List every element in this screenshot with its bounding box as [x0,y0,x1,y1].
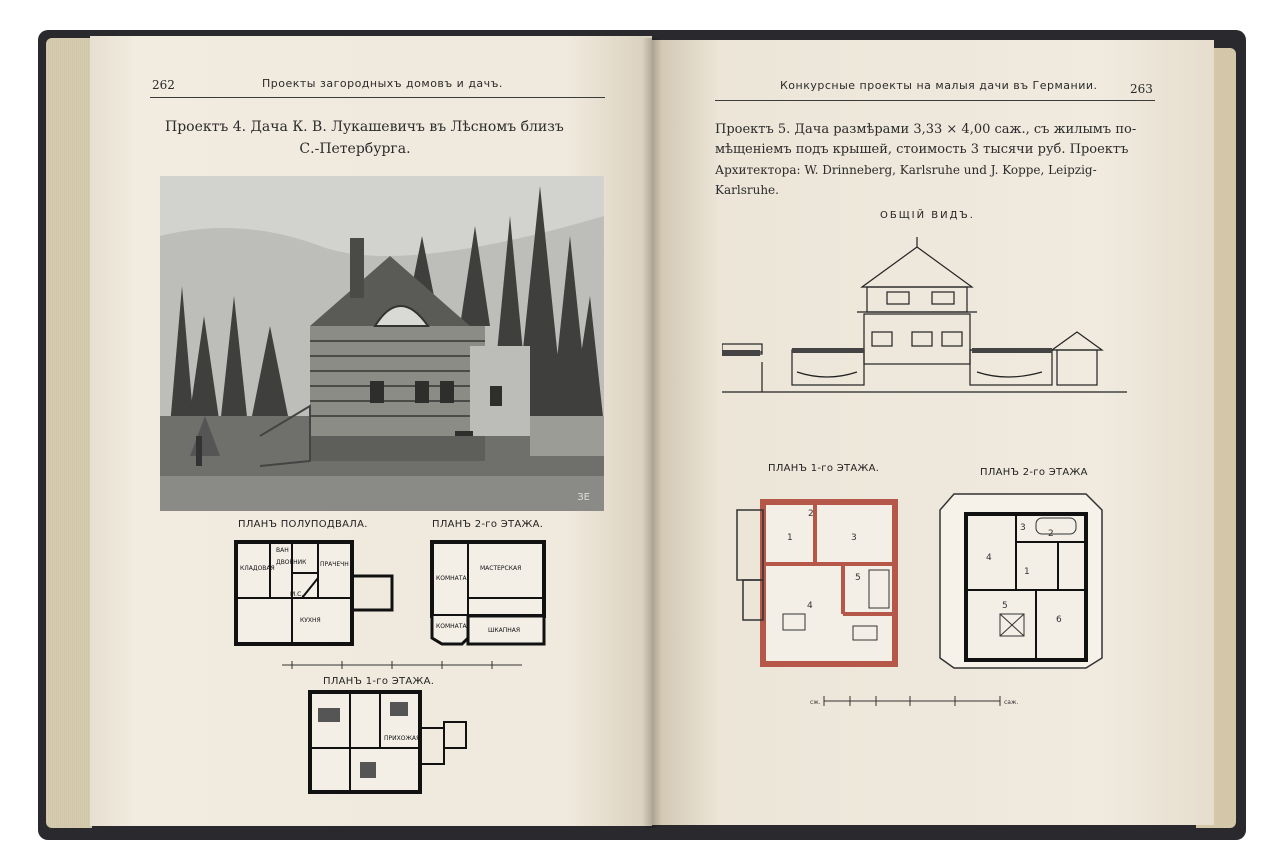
basement-floor-plan [232,538,402,650]
book-gutter [642,38,662,828]
basement-room-pantry: КЛАДОВАЯ [240,565,275,572]
left-page-number: 262 [152,78,175,92]
right-project-title [715,120,1160,200]
right-first-room-2: 2 [808,509,814,519]
right-first-room-1: 1 [787,533,793,543]
first-room-hall: ПРИХОЖАЯ [384,735,421,742]
second-room-closet: ШКАПНАЯ [488,627,521,634]
left-title-line-1: Проектъ 4. Дача К. В. Лукашевичъ въ Лѣсномъ близъ [165,119,564,135]
right-title-line-2: мѣщеніемъ подъ крышей, стоимость 3 тысячи руб. Проектъ [715,142,1129,157]
left-basement-plan-caption: ПЛАНЪ ПОЛУПОДВАЛА. [238,519,368,530]
right-first-floor-plan [733,496,903,671]
right-first-room-3: 3 [851,533,857,543]
right-title-line-3: Архитектора: W. Drinneberg, Karlsruhe und J. Koppe, Leipzig-Karlsruhe. [715,163,1097,197]
left-first-floor-plan-caption: ПЛАНЪ 1-го ЭТАЖА. [323,676,435,687]
left-page-edges [46,38,92,828]
basement-room-janitor: ДВОРНИК [276,559,307,566]
scale-left-label: сж. [810,699,821,706]
second-room-left-bottom: КОМНАТА [436,623,467,630]
scale-right-label: саж. [1004,699,1019,706]
right-page-number: 263 [1130,82,1153,96]
right-second-room-2: 2 [1048,529,1054,539]
right-second-floor-plan [936,490,1108,672]
left-header-rule [150,97,605,98]
left-project-title [165,116,605,160]
house-photo-drawing [160,176,604,511]
right-second-room-4: 4 [986,553,992,563]
left-running-head: Проекты загородныхъ домовъ и дачъ. [262,77,503,90]
left-title-line-2: С.-Петербурга. [299,141,411,157]
right-second-floor-plan-caption: ПЛАНЪ 2-го ЭТАЖА [980,467,1088,478]
house-photograph [160,176,604,511]
second-room-workshop: МАСТЕРСКАЯ [480,565,522,572]
right-scale-bar [810,692,1020,710]
right-second-room-1: 1 [1024,567,1030,577]
right-first-room-4: 4 [807,601,813,611]
right-first-floor-plan-caption: ПЛАНЪ 1-го ЭТАЖА. [768,463,880,474]
right-second-room-5: 5 [1002,601,1008,611]
left-second-floor-plan-caption: ПЛАНЪ 2-го ЭТАЖА. [432,519,544,530]
right-title-line-1: Проектъ 5. Дача размѣрами 3,33 × 4,00 саж., съ жилымъ по- [715,122,1137,137]
basement-room-ms: М.С. [290,591,304,598]
left-scale-bar [282,658,522,672]
right-running-head: Конкурсные проекты на малыя дачи въ Германии. [780,79,1098,92]
basement-room-laundry: ПРАЧЕЧН [320,561,349,568]
basement-room-kitchen: КУХНЯ [300,617,321,624]
right-second-room-6: 6 [1056,615,1062,625]
second-room-left-top: КОМНАТА [436,575,467,582]
left-first-floor-plan [300,688,475,800]
right-header-rule [715,100,1155,101]
photo-monogram: ЗЕ [577,492,590,503]
elevation-drawing [722,232,1132,402]
left-second-floor-plan [428,538,550,650]
right-second-room-3: 3 [1020,523,1026,533]
basement-room-bath: ВАН [276,547,289,554]
elevation-caption: ОБЩІЙ ВИДЪ. [880,210,975,221]
right-first-room-5: 5 [855,573,861,583]
